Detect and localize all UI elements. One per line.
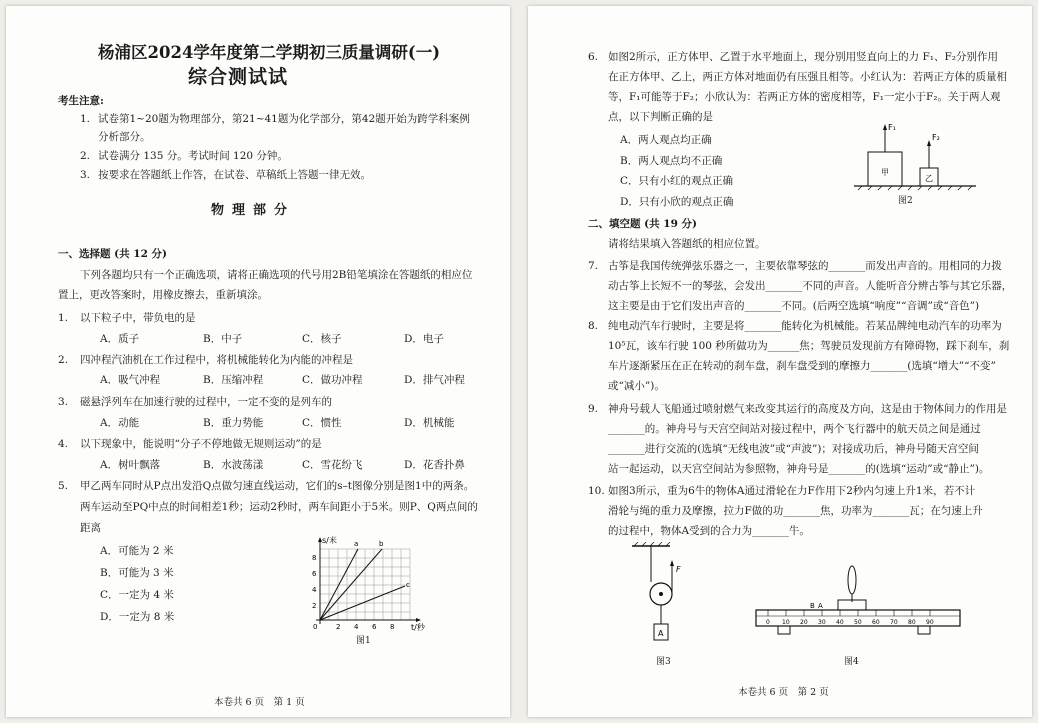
notice-num: 2. [80,150,91,162]
ruler-tick-label: 90 [926,619,934,626]
line-label-c: c [406,581,410,589]
option: C．雪花纷飞 [302,459,363,471]
question-line: 纯电动汽车行驶时，主要是将_______能转化为机械能。若某品牌纯电动汽车的功率为 [608,320,1002,332]
ground-hatching [858,186,972,190]
line-b [320,549,382,620]
force-label-f2: F₂ [932,133,940,142]
option: D．排气冲程 [404,374,465,386]
option: A．两人观点均正确 [620,134,712,146]
section-title: 物理部分 [211,203,296,218]
ruler-label-b: B [810,602,815,610]
option: D．一定为 8 米 [100,611,175,623]
fill-intro: 请将结果填入答题纸的相应位置。 [608,238,766,250]
option: B．可能为 3 米 [100,567,174,579]
question-num: 4. [58,438,69,450]
block-label-jia: 甲 [881,168,889,177]
question-num: 3. [58,396,69,408]
option: B．水波荡漾 [203,459,264,471]
option: C．核子 [302,333,342,345]
option: A．质子 [100,333,140,345]
figure-3-pulley [624,542,704,656]
y-axis-label: s/米 [322,536,337,545]
force-label: F [676,565,681,574]
question-stem: 点，以下判断正确的是 [608,111,713,123]
ruler-label-a: A [818,602,823,610]
question-line: 这主要是由于它们发出声音的_______不同。(后两空选填“响度”“音调”或“音色”) [608,300,980,312]
option: A．可能为 2 米 [100,545,174,557]
question-stem: 以下现象中，能说明“分子不停地做无规则运动”的是 [80,438,322,450]
question-num: 6. [588,51,599,63]
notice-line: 分析部分。 [98,131,151,143]
x-axis-arrow [416,618,421,622]
figure-4-caption: 图4 [844,657,859,667]
page-footer: 本卷共 6 页 第 1 页 [214,697,305,708]
question-stem: 等，F₁可能等于F₂；小欣认为：若两正方体的密度相等，F₁一定小于F₂。关于两人观 [608,91,1001,103]
mcq-intro-line: 下列各题均只有一个正确选项，请将正确选项的代号用2B铅笔填涂在答题纸的相应位 [80,269,473,281]
line-label-a: a [354,540,359,548]
question-line: 车片逐渐紧压在正在转动的刹车盘，刹车盘受到的摩擦力_______(选填“增大”“不变” [608,360,996,372]
mcq-intro-line: 置上，更改答案时，用橡皮擦去，重新填涂。 [58,289,268,301]
ruler-tick-label: 60 [872,619,880,626]
line-a [320,549,358,620]
option: D．花香扑鼻 [404,459,465,471]
question-line: 的过程中，物体A受到的合力为_______牛。 [608,525,810,537]
notice-num: 1. [80,113,91,125]
ruler-tick-label: 30 [818,619,826,626]
ruler-tick-label: 10 [782,619,790,626]
option: D．机械能 [404,417,455,429]
x-tick: 0 [313,623,318,631]
ruler-foot-right [918,626,930,634]
question-stem: 距离 [80,522,101,534]
exam-title: 杨浦区2024学年度第二学期初三质量调研(一) [98,43,441,62]
figure-2-blocks [848,118,978,198]
ruler-tick-label: 80 [908,619,916,626]
question-num: 7. [588,260,599,272]
y-tick: 4 [312,586,317,594]
ruler-tick-label: 0 [766,619,770,626]
option: B．重力势能 [203,417,264,429]
question-num: 5. [58,480,69,492]
question-line: 神舟号载人飞船通过喷射燃气来改变其运行的高度及方向，这是由于物体间力的作用是 [608,403,1007,415]
force-arrowhead-f2 [927,140,931,146]
option: C．做功冲程 [302,374,363,386]
notice-line: 试卷满分 135 分。考试时间 120 分钟。 [98,150,288,162]
question-line: 10⁵瓦，该车行驶 100 秒所做功为______焦；驾驶员发现前方有障碍物，踩下刹车，刹 [608,340,1010,352]
option: D．电子 [404,333,444,345]
fill-heading: 二、填空题 (共 19 分) [588,218,698,230]
x-tick: 6 [372,623,377,631]
candle-flame [848,566,856,594]
block-label: A [658,629,664,638]
question-stem: 如图2所示，正方体甲、乙置于水平地面上，现分别用竖直向上的力 F₁、F₂分别作用 [608,51,999,63]
question-stem: 甲乙两车同时从P点出发沿Q点做匀速直线运动，它们的s–t图像分别是图1中的两条。 [80,480,475,492]
question-num: 8. [588,320,599,332]
page-footer: 本卷共 6 页 第 2 页 [738,687,829,698]
ruler-tick-label: 40 [836,619,844,626]
figure-2-caption: 图2 [898,196,913,206]
x-tick: 4 [354,623,359,631]
x-axis-label: t/秒 [411,623,425,632]
pulley-axle [659,592,663,596]
exam-subtitle: 综合测试试 [188,66,289,88]
figure-1-caption: 图1 [356,636,371,646]
option: A．树叶飘落 [100,459,161,471]
question-line: 古筝是我国传统弹弦乐器之一，主要依靠琴弦的_______而发出声音的。用相同的力拨 [608,260,1002,272]
question-stem: 以下粒子中，带负电的是 [80,312,196,324]
x-tick: 2 [336,623,341,631]
question-line: 动古筝上长短不一的琴弦，会发出_______不同的声音。人能听音分辨古筝与其它乐器， [608,280,1013,292]
notice-num: 3. [80,169,91,181]
notice-line: 试卷第1~20题为物理部分，第21~41题为化学部分，第42题开始为跨学科案例 [98,113,470,125]
line-label-b: b [379,540,384,548]
force-label-f1: F₁ [888,123,896,132]
option: D．只有小欣的观点正确 [620,196,734,208]
y-tick: 6 [312,570,317,578]
question-line: _______进行交流的(选填“无线电波”或“声波”)；对接成功后，神舟号随天宫空间 [608,443,979,455]
force-arrowhead-f1 [883,124,887,130]
ruler-tick-label: 20 [800,619,808,626]
question-line: _______的。神舟号与天宫空间站对接过程中，两个飞行器中的航天员之间是通过 [608,423,981,435]
exam-page-1 [6,6,510,717]
notice-heading: 考生注意: [58,95,104,107]
y-tick: 2 [312,602,317,610]
question-num: 10. [588,485,605,497]
option: B．两人观点均不正确 [620,155,723,167]
option: B．中子 [203,333,243,345]
question-num: 2. [58,354,69,366]
option: C．只有小红的观点正确 [620,175,734,187]
question-stem: 磁悬浮列车在加速行驶的过程中，一定不变的是列车的 [80,396,332,408]
option: A．吸气冲程 [100,374,161,386]
ruler-tick-label: 70 [890,619,898,626]
option: A．动能 [100,417,140,429]
x-tick: 8 [390,623,395,631]
graph-grid [320,549,410,620]
notice-line: 按要求在答题纸上作答，在试卷、草稿纸上答题一律无效。 [98,169,371,181]
question-line: 或“减小”)。 [608,380,665,392]
y-tick: 8 [312,554,317,562]
question-stem: 两车运动至PQ中点的时间相差1秒；运动2秒时，两车间距小于5米。则P、Q两点间的 [80,501,478,513]
question-line: 站一起运动，以天宫空间站为参照物，神舟号是_______的(选填“运动”或“静止”)。 [608,463,990,475]
question-stem: 在正方体甲、乙上，两正方体对地面仍有压强且相等。小红认为：若两正方体的质量相 [608,71,1007,83]
question-num: 1. [58,312,69,324]
option: C．一定为 4 米 [100,589,174,601]
option: B．压缩冲程 [203,374,264,386]
figure-4-ruler [748,558,968,654]
option: C．惯性 [302,417,342,429]
block-label-yi: 乙 [925,174,933,183]
question-line: 滑轮与绳的重力及摩擦，拉力F做的功_______焦，功率为_______瓦；在匀速上升 [608,505,983,517]
figure-3-caption: 图3 [656,657,671,667]
question-line: 如图3所示，重为6牛的物体A通过滑轮在力F作用下2秒内匀速上升1米，若不计 [608,485,976,497]
ruler-ticks [768,610,930,616]
force-arrowhead [670,560,674,566]
exam-page-2 [528,6,1032,717]
ruler-tick-label: 50 [854,619,862,626]
question-num: 9. [588,403,599,415]
ruler-foot-left [778,626,790,634]
question-stem: 四冲程汽油机在工作过程中，将机械能转化为内能的冲程是 [80,354,353,366]
mcq-heading: 一、选择题 (共 12 分) [58,248,168,260]
